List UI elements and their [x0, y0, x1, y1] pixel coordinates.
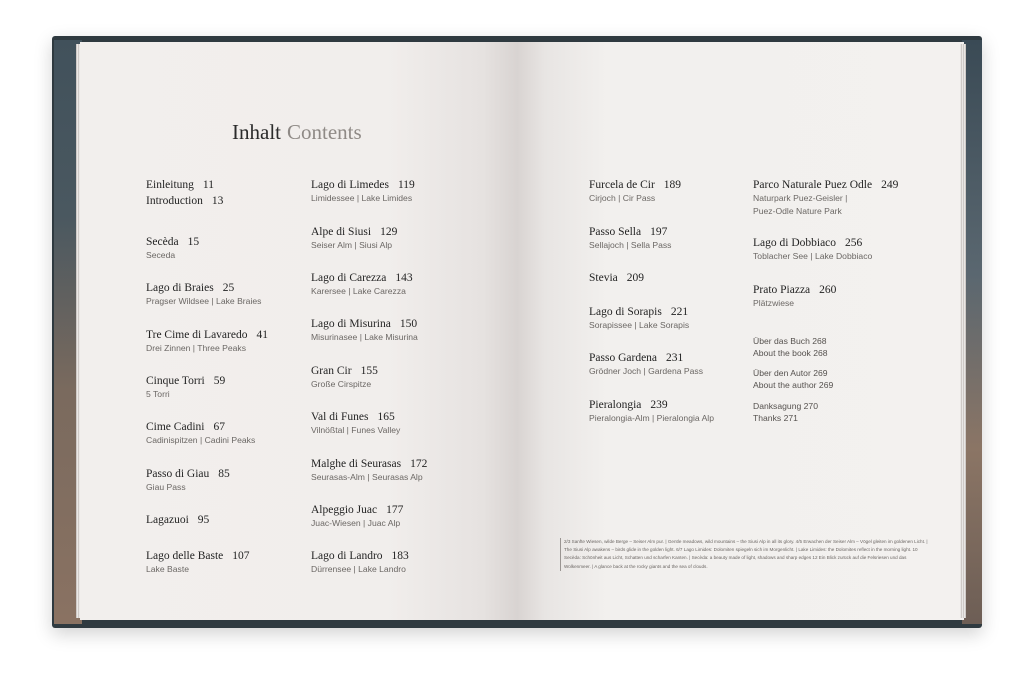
appendix-entry[interactable]: [753, 400, 818, 424]
toc-entry[interactable]: [589, 398, 714, 425]
toc-page: 189: [663, 179, 682, 191]
appendix-line: About the book 268: [753, 348, 828, 358]
appendix-line: About the author 269: [753, 380, 834, 390]
right-page: [518, 42, 964, 620]
toc-entry[interactable]: [146, 281, 261, 308]
toc-title: Lago di Misurina: [311, 318, 391, 330]
toc-subtitle: Sellajoch | Sella Pass: [589, 240, 672, 250]
toc-page: 41: [256, 329, 268, 341]
toc-page: 183: [391, 550, 409, 562]
toc-title: Cinque Torri: [146, 375, 205, 387]
toc-entry[interactable]: [589, 271, 644, 285]
toc-subtitle: Drei Zinnen | Three Peaks: [146, 343, 246, 353]
toc-subtitle: Juac-Wiesen | Juac Alp: [311, 518, 401, 528]
toc-entry[interactable]: [146, 549, 250, 576]
toc-title: Pieralongia: [589, 399, 642, 411]
toc-page: 231: [666, 352, 684, 364]
toc-title: Passo di Giau: [146, 468, 210, 480]
toc-page: 177: [386, 504, 404, 516]
toc-page: 256: [845, 237, 863, 249]
toc-title: Lago di Carezza: [311, 272, 387, 284]
toc-subtitle: Sorapissee | Lake Sorapis: [589, 320, 690, 330]
toc-subtitle: Giau Pass: [146, 482, 186, 492]
toc-title: Alpeggio Juac: [311, 504, 378, 516]
heading-english: Contents: [286, 120, 362, 144]
appendix-entry[interactable]: [753, 335, 828, 359]
toc-entry[interactable]: [146, 420, 255, 447]
toc-subtitle: Dürrensee | Lake Landro: [311, 564, 406, 574]
toc-subtitle: 5 Torri: [146, 389, 170, 399]
photo-captions: 2/3 Sanfte Wiesen, wilde Berge – Seiser Alm pur. | Gentle meadows, wild mountains – the Siusi Alp in all its glory. 4/5 Erwachen der Seiser Alm – Vögel gleiten im goldenen Licht. | The Siusi Alp awakens – birds glide in the golden light. 6/7 Lago Limides: Dolomiten spiegeln sich im Morgenlicht. | Lake Limides: the Dolomites reflect in the morning light. 10 Secèda: Schönheit aus Licht, Schatten und scharfen Kanten. | Secèda: a beauty made of light, shadows and sharp edges 12 Ein Blick zurück auf die Felsriesen und das Wolkenmeer. | A glance back at the rocky giants and the sea of clouds.: [560, 538, 930, 571]
appendix-line: Thanks 271: [753, 413, 798, 423]
toc-entry[interactable]: [146, 513, 209, 527]
toc-page: 165: [377, 411, 395, 423]
toc-page: 197: [650, 226, 668, 238]
toc-entry[interactable]: [146, 194, 223, 208]
toc-entry[interactable]: [146, 328, 268, 355]
toc-entry[interactable]: [589, 178, 681, 205]
toc-title: Malghe di Seurasas: [311, 458, 402, 470]
toc-entry[interactable]: [753, 236, 872, 263]
toc-entry[interactable]: [311, 225, 397, 252]
toc-subtitle: Misurinasee | Lake Misurina: [311, 332, 418, 342]
toc-subtitle: Pieralongia-Alm | Pieralongia Alp: [589, 413, 714, 423]
toc-subtitle: Lake Baste: [146, 564, 189, 574]
toc-page: 221: [670, 306, 689, 318]
toc-entry[interactable]: [311, 410, 400, 437]
toc-title: Passo Gardena: [589, 352, 658, 364]
toc-page: 11: [202, 179, 214, 191]
heading-german: Inhalt: [232, 120, 281, 144]
toc-entry[interactable]: [753, 178, 898, 218]
toc-entry[interactable]: [146, 178, 214, 192]
toc-title: Passo Sella: [589, 226, 642, 238]
toc-subtitle: Seceda: [146, 250, 176, 260]
toc-title: Introduction: [146, 195, 203, 207]
appendix-entry[interactable]: [753, 367, 833, 391]
toc-subtitle: Seiser Alm | Siusi Alp: [311, 240, 393, 250]
toc-subtitle: Naturpark Puez-Geisler |: [753, 193, 848, 203]
toc-page: 209: [626, 272, 644, 284]
appendix-line: Über den Autor 269: [753, 368, 828, 378]
toc-title: Stevia: [589, 272, 618, 284]
appendix-line: Über das Buch 268: [753, 336, 827, 346]
toc-page: 85: [218, 468, 230, 480]
toc-subtitle: Pragser Wildsee | Lake Braies: [146, 296, 262, 306]
toc-page: 172: [410, 458, 428, 470]
toc-title: Lago di Limedes: [311, 179, 389, 191]
toc-page: 260: [819, 284, 837, 296]
toc-entry[interactable]: [753, 283, 836, 310]
toc-subtitle: Toblacher See | Lake Dobbiaco: [753, 251, 873, 261]
toc-entry[interactable]: [311, 178, 415, 205]
toc-entry[interactable]: [589, 225, 671, 252]
toc-title: Alpe di Siusi: [311, 226, 372, 238]
toc-subtitle: Cirjoch | Cir Pass: [589, 193, 656, 203]
page-stack-right: [960, 44, 966, 618]
toc-entry[interactable]: [311, 549, 409, 576]
toc-title: Gran Cir: [311, 365, 352, 377]
toc-page: 13: [211, 195, 224, 207]
toc-subtitle: Vilnößtal | Funes Valley: [311, 425, 401, 435]
toc-title: Parco Naturale Puez Odle: [753, 179, 873, 191]
toc-title: Secèda: [146, 236, 179, 248]
toc-entry[interactable]: [311, 271, 413, 298]
toc-title: Lago di Landro: [311, 550, 383, 562]
toc-entry[interactable]: [311, 457, 427, 484]
toc-page: 15: [187, 236, 200, 248]
toc-title: Einleitung: [146, 179, 194, 191]
toc-entry[interactable]: [589, 351, 703, 378]
toc-entry[interactable]: [311, 317, 418, 344]
toc-entry[interactable]: [146, 467, 230, 494]
toc-subtitle: Limidessee | Lake Limides: [311, 193, 413, 203]
toc-entry[interactable]: [146, 374, 225, 401]
toc-page: 119: [397, 179, 415, 191]
toc-page: 155: [360, 365, 378, 377]
toc-page: 249: [881, 179, 899, 191]
toc-page: 59: [213, 375, 226, 387]
toc-subtitle: Puez-Odle Nature Park: [753, 206, 842, 216]
toc-page: 107: [232, 550, 250, 562]
toc-page: 25: [222, 282, 235, 294]
toc-page: 143: [395, 272, 413, 284]
appendix-line: Danksagung 270: [753, 401, 818, 411]
contents-heading: [232, 120, 362, 145]
toc-title: Lago di Sorapis: [589, 306, 662, 318]
toc-entry[interactable]: [589, 305, 689, 332]
toc-title: Furcela de Cir: [589, 179, 655, 191]
toc-page: 239: [650, 399, 668, 411]
toc-title: Lagazuoi: [146, 514, 189, 526]
toc-page: 150: [399, 318, 418, 330]
toc-subtitle: Seurasas-Alm | Seurasas Alp: [311, 472, 423, 482]
toc-entry[interactable]: [146, 235, 199, 262]
toc-title: Val di Funes: [311, 411, 369, 423]
toc-title: Cime Cadini: [146, 421, 205, 433]
toc-subtitle: Plätzwiese: [753, 298, 795, 308]
toc-title: Lago di Braies: [146, 282, 214, 294]
toc-subtitle: Cadinispitzen | Cadini Peaks: [146, 435, 256, 445]
toc-title: Lago di Dobbiaco: [753, 237, 837, 249]
toc-page: 129: [380, 226, 398, 238]
toc-entry[interactable]: [311, 503, 403, 530]
toc-subtitle: Große Cirspitze: [311, 379, 372, 389]
toc-entry[interactable]: [311, 364, 378, 391]
toc-page: 95: [197, 514, 210, 526]
toc-subtitle: Grödner Joch | Gardena Pass: [589, 366, 704, 376]
toc-page: 67: [213, 421, 225, 433]
toc-title: Lago delle Baste: [146, 550, 224, 562]
toc-subtitle: Karersee | Lake Carezza: [311, 286, 406, 296]
toc-title: Tre Cime di Lavaredo: [146, 329, 248, 341]
toc-title: Prato Piazza: [753, 284, 811, 296]
